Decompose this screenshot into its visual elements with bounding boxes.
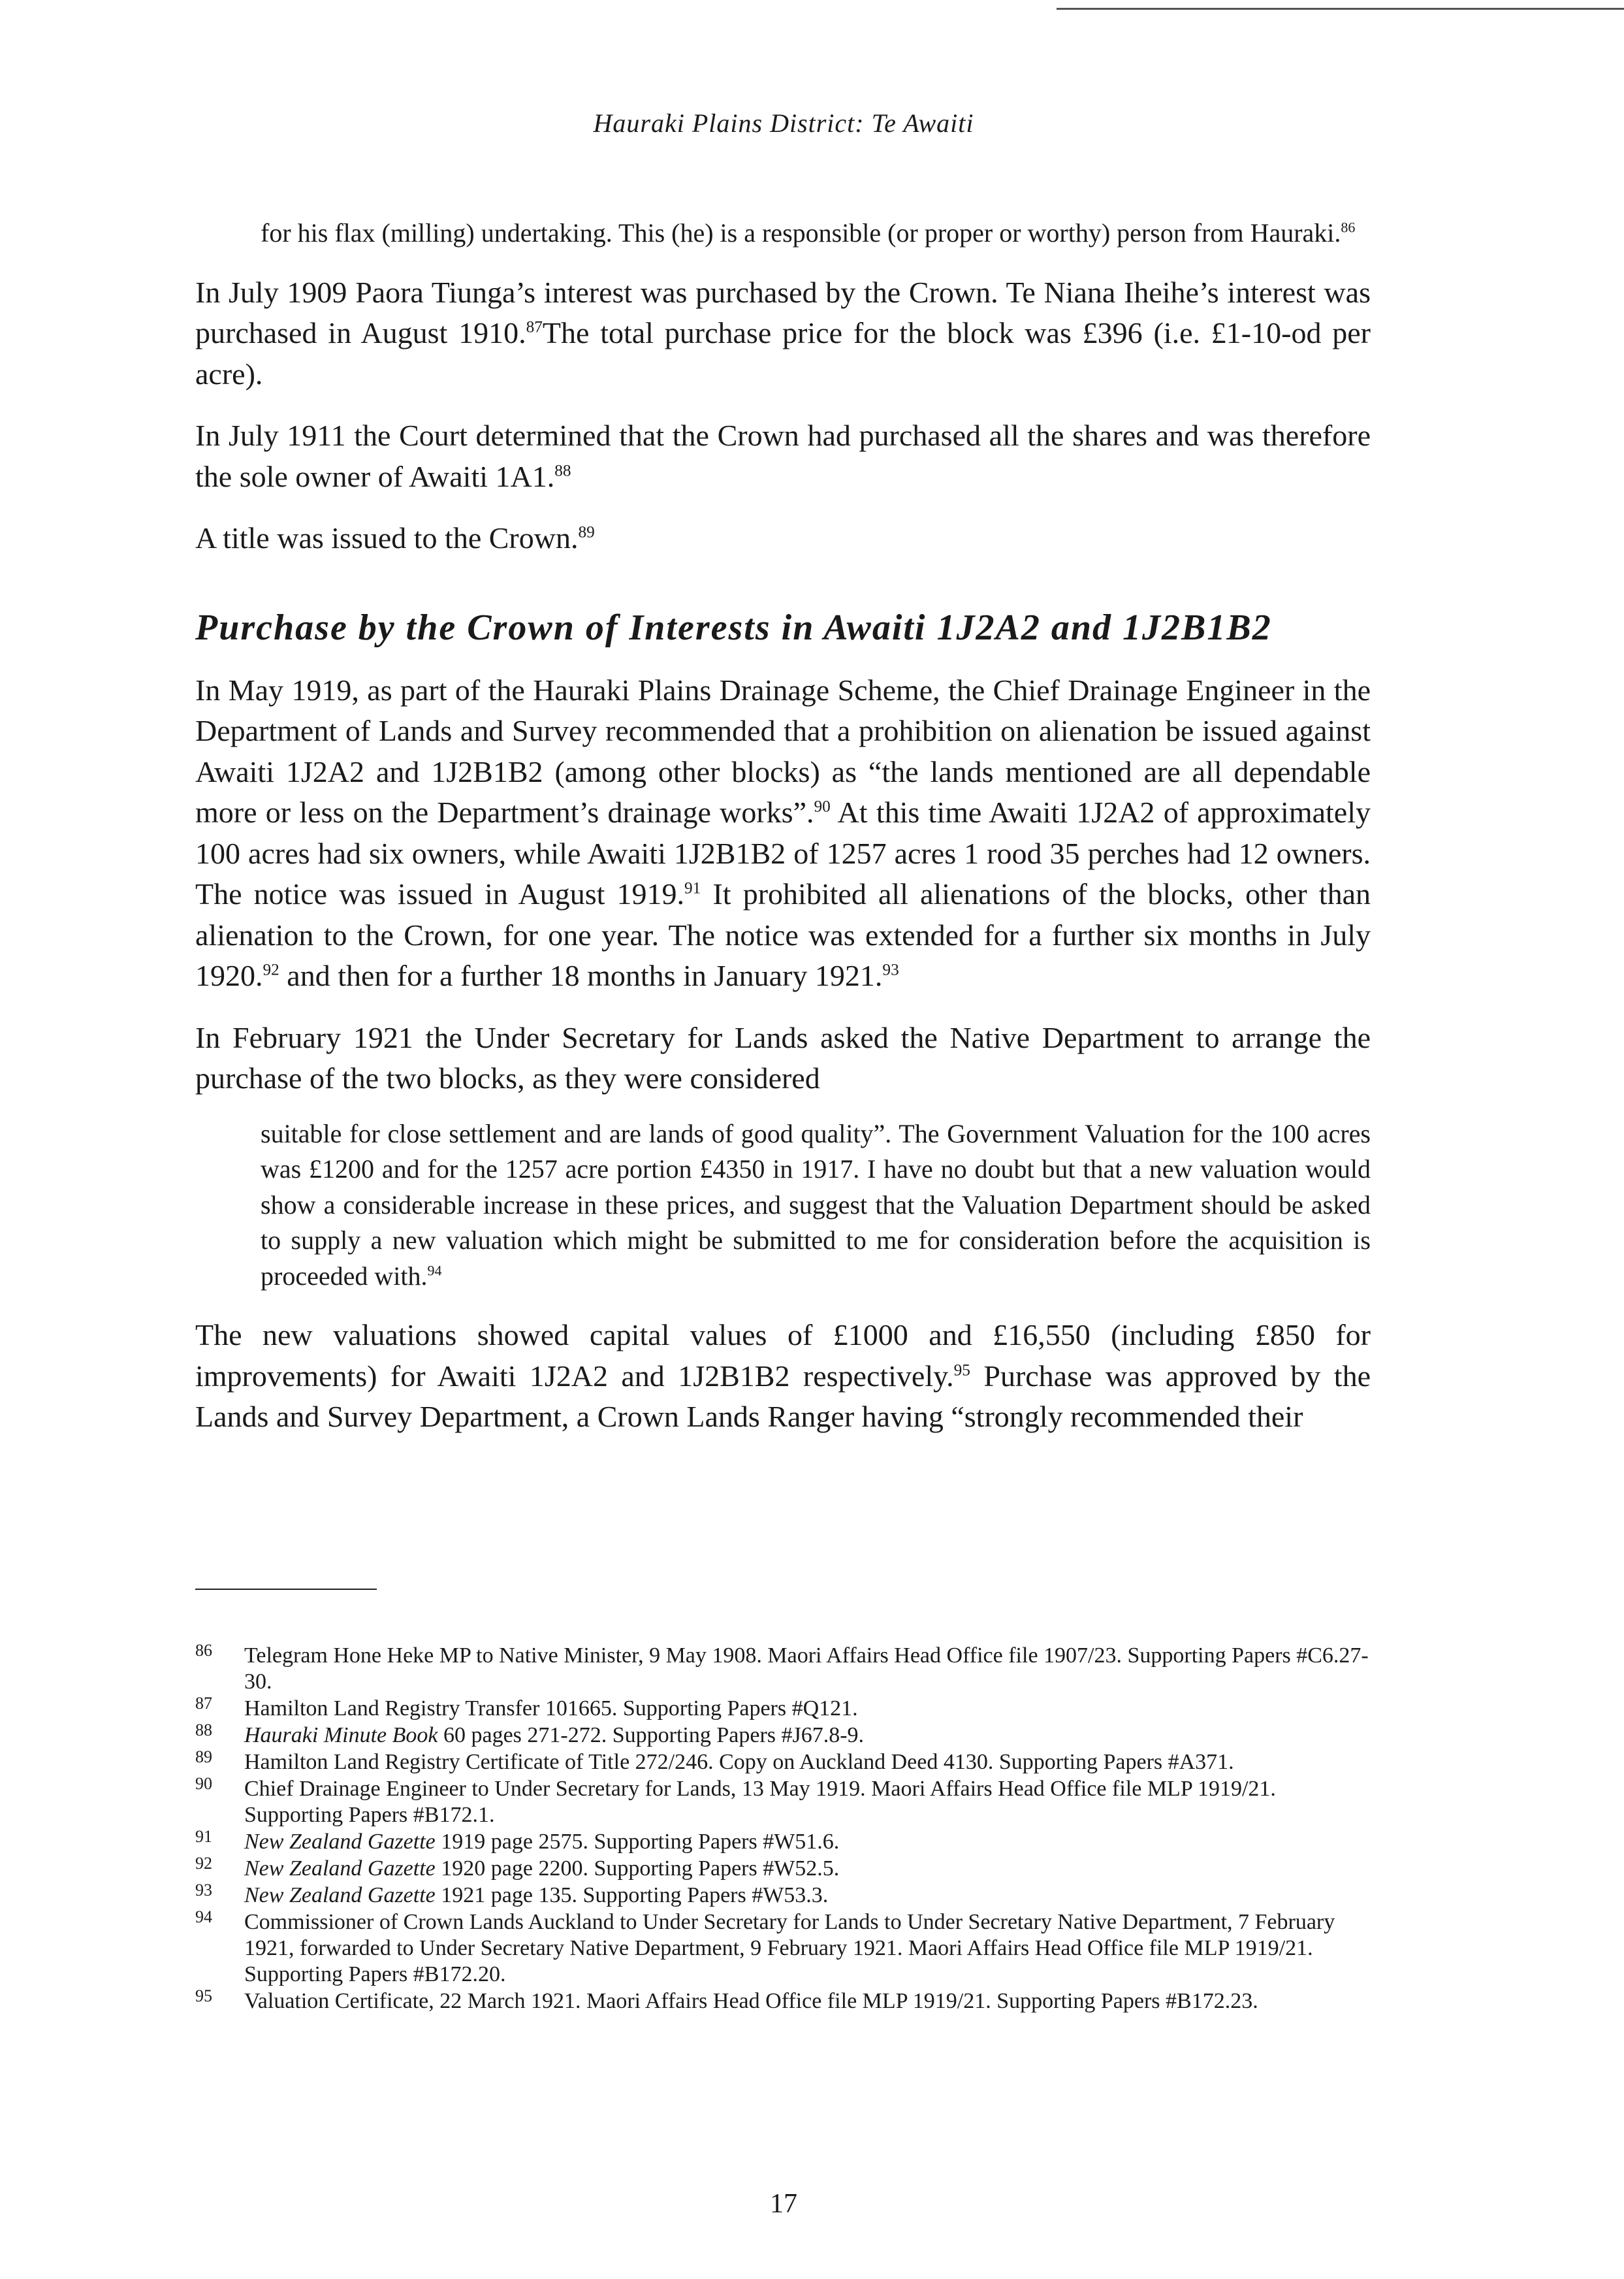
footnote-ref[interactable]: 91 [684, 879, 701, 897]
top-rule [1057, 8, 1624, 10]
paragraph-3 [195, 518, 1371, 559]
footnote-text [244, 1776, 1371, 1828]
footnote-number: 92 [195, 1854, 212, 1873]
footnote-ref[interactable]: 87 [526, 317, 543, 336]
footnote-number: 86 [195, 1641, 212, 1660]
paragraph-text: A title was issued to the Crown. [195, 521, 579, 555]
footnote-text [244, 1696, 1371, 1722]
footnote-item [195, 1829, 1371, 1855]
paragraph-text: At this time Awaiti 1J2A2 of approximately 100 acres had six owners, while Awaiti 1J2B1B2 of 1257 acres 1 rood 35 perches had 12 owners. The notice was issued in August 1919. [195, 796, 1371, 911]
footnote-item [195, 1643, 1371, 1695]
footnote-item [195, 1749, 1371, 1775]
paragraph-text: In May 1919, as part of the Hauraki Plains Drainage Scheme, the Chief Drainage Engineer in the Department of Lands and Survey recommended that a prohibition on alienation be issued against Awaiti 1J2A2 and 1J2B1B2 (among other blocks) as “the lands mentioned are all dependable more or less on the Department’s drainage works”. [195, 673, 1371, 829]
footnote-text [244, 1909, 1371, 1988]
footnote-text [244, 1856, 1371, 1882]
footnote-italic: New Zealand Gazette [244, 1856, 436, 1881]
footnote-italic: New Zealand Gazette [244, 1883, 436, 1907]
footnote-item [195, 1776, 1371, 1828]
paragraph-text: It prohibited all alienations of the blocks, other than alienation to the Crown, for one year. The notice was extended for a further six months in July 1920. [195, 877, 1371, 992]
footnote-body: 1921 page 135. Supporting Papers #W53.3. [435, 1883, 829, 1907]
footnote-body: Chief Drainage Engineer to Under Secretary for Lands, 13 May 1919. Maori Affairs Head Office file MLP 1919/21. Supporting Papers #B172.1. [244, 1777, 1276, 1827]
footnote-item [195, 1988, 1371, 2014]
footnote-separator [195, 1589, 377, 1590]
paragraph-text: In February 1921 the Under Secretary for Lands asked the Native Department to arrange the purchase of the two blocks, as they were considered [195, 1020, 1371, 1095]
footnote-body: 60 pages 271-272. Supporting Papers #J67.8-9. [438, 1723, 865, 1747]
footnote-text [244, 1829, 1371, 1855]
paragraph-1 [195, 272, 1371, 395]
footnote-ref[interactable]: 95 [953, 1361, 970, 1380]
footnote-ref[interactable]: 88 [554, 461, 571, 480]
block-quote-2 [261, 1116, 1371, 1295]
footnote-number: 89 [195, 1747, 212, 1766]
paragraph-text: Purchase was approved by the Lands and Survey Department, a Crown Lands Ranger having “strongly recommended their [195, 1359, 1371, 1433]
footnote-number: 88 [195, 1721, 212, 1739]
footnote-italic: New Zealand Gazette [244, 1830, 436, 1854]
footnote-number: 94 [195, 1907, 212, 1926]
footnote-item [195, 1909, 1371, 1988]
footnote-ref[interactable]: 86 [1341, 219, 1356, 236]
footnote-body: 1919 page 2575. Supporting Papers #W51.6. [435, 1830, 840, 1854]
paragraph-4 [195, 670, 1371, 997]
footnote-item [195, 1883, 1371, 1909]
footnote-text [244, 1722, 1371, 1749]
footnote-item [195, 1696, 1371, 1722]
footnote-item [195, 1856, 1371, 1882]
paragraph-text: In July 1911 the Court determined that the Crown had purchased all the shares and was therefore the sole owner of Awaiti 1A1. [195, 419, 1371, 493]
quote-text: suitable for close settlement and are lands of good quality”. The Government Valuation for the 100 acres was £1200 and for the 1257 acre portion £4350 in 1917. I have no doubt but that a new valuation would show a considerable increase in these prices, and suggest that the Valuation Department should be asked to supply a new valuation which might be submitted to me for consideration before the acquisition is proceeded with. [261, 1118, 1371, 1291]
main-body [195, 216, 1371, 1459]
footnotes-list [195, 1643, 1371, 2015]
footnote-italic: Hauraki Minute Book [244, 1723, 438, 1747]
footnote-body: Commissioner of Crown Lands Auckland to Under Secretary for Lands to Under Secretary Native Department, 7 February 1921, forwarded to Under Secretary Native Department, 9 February 1921. Maori Affairs Head Office file MLP 1919/21. Supporting Papers #B172.20. [244, 1910, 1335, 1986]
footnote-body: Hamilton Land Registry Certificate of Title 272/246. Copy on Auckland Deed 4130. Supporting Papers #A371. [244, 1750, 1234, 1774]
footnote-ref[interactable]: 92 [263, 960, 279, 979]
paragraph-6 [195, 1315, 1371, 1438]
paragraph-text: The total purchase price for the block was £396 (i.e. £1-10-od per acre). [195, 316, 1371, 391]
footnote-body: Telegram Hone Heke MP to Native Minister, 9 May 1908. Maori Affairs Head Office file 1907/23. Supporting Papers #C6.27-30. [244, 1643, 1369, 1694]
paragraph-2 [195, 415, 1371, 497]
block-quote-1 [261, 216, 1371, 251]
footnote-ref[interactable]: 89 [578, 523, 595, 541]
footnote-number: 95 [195, 1986, 212, 2005]
footnote-body: 1920 page 2200. Supporting Papers #W52.5. [435, 1856, 840, 1881]
footnote-number: 87 [195, 1694, 212, 1713]
footnote-number: 91 [195, 1827, 212, 1846]
footnote-ref[interactable]: 93 [882, 960, 899, 979]
footnote-text [244, 1643, 1371, 1695]
footnote-number: 90 [195, 1774, 212, 1793]
footnote-text [244, 1749, 1371, 1775]
footnote-body: Valuation Certificate, 22 March 1921. Maori Affairs Head Office file MLP 1919/21. Supporting Papers #B172.23. [244, 1989, 1258, 2013]
footnote-ref[interactable]: 90 [814, 797, 831, 816]
paragraph-text: In July 1909 Paora Tiunga’s interest was purchased by the Crown. Te Niana Iheihe’s interest was purchased in August 1910. [195, 275, 1371, 349]
paragraph-text: and then for a further 18 months in January 1921. [279, 959, 883, 992]
footnote-item [195, 1722, 1371, 1749]
footnote-body: Hamilton Land Registry Transfer 101665. Supporting Papers #Q121. [244, 1696, 858, 1721]
footnote-text [244, 1883, 1371, 1909]
paragraph-5 [195, 1018, 1371, 1099]
running-header: Hauraki Plains District: Te Awaiti [593, 108, 974, 138]
footnote-number: 93 [195, 1881, 212, 1899]
footnote-ref[interactable]: 94 [427, 1262, 442, 1279]
paragraph-text: The new valuations showed capital values of £1000 and £16,550 (including £850 for improvements) for Awaiti 1J2A2 and 1J2B1B2 respectively. [195, 1318, 1371, 1393]
section-heading: Purchase by the Crown of Interests in Awaiti 1J2A2 and 1J2B1B2 [195, 607, 1272, 648]
page-number: 17 [770, 2189, 797, 2219]
quote-text: for his flax (milling) undertaking. This (he) is a responsible (or proper or worthy) person from Hauraki. [261, 218, 1341, 248]
footnote-text [244, 1988, 1371, 2014]
